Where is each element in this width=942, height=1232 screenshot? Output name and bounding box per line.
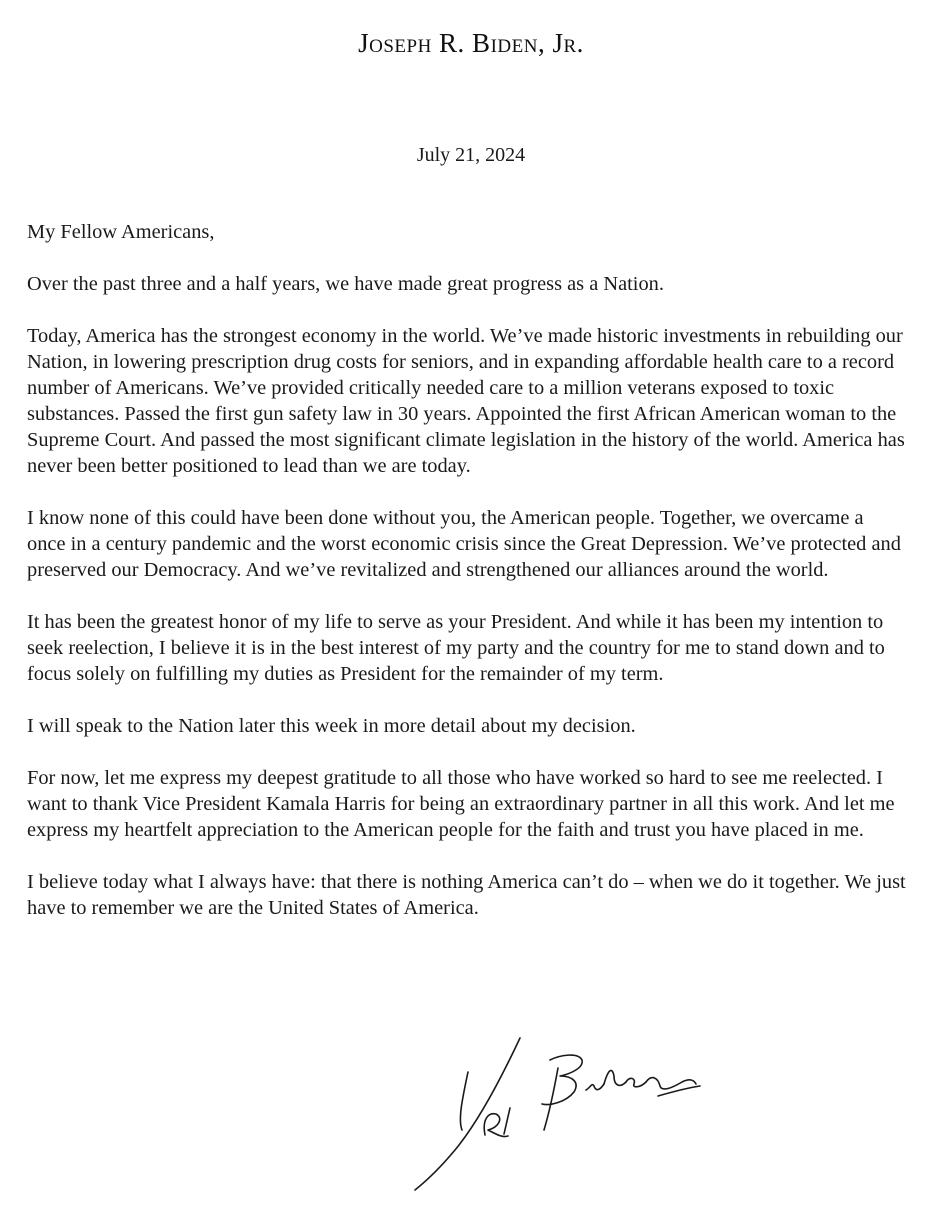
paragraph-2: Today, America has the strongest economy in the world. We’ve made historic investments in rebuilding our Nation, in lowering prescription drug costs for seniors, and in expanding affordable health care to a record number of Americans. We’ve provided critically needed care to a million veterans exposed to toxic substances. Passed the first gun safety law in 30 years. Appointed the first African American woman to the Supreme Court. And passed the most significant climate legislation in the history of the world. America has never been better positioned to lead than we are today. [27, 325, 905, 477]
salutation: My Fellow Americans, [27, 221, 215, 243]
handwritten-signature [410, 1030, 710, 1200]
paragraph-7: I believe today what I always have: that there is nothing America can’t do – when we do it together. We just have to remember we are the United States of America. [27, 871, 906, 919]
paragraph-4: It has been the greatest honor of my life to serve as your President. And while it has been my intention to seek reelection, I believe it is in the best interest of my party and the country for me to stand down and to focus solely on fulfilling my duties as President for the remainder of my term. [27, 611, 885, 685]
paragraph-5: I will speak to the Nation later this week in more detail about my decision. [27, 715, 636, 737]
paragraph-6: For now, let me express my deepest gratitude to all those who have worked so hard to see me reelected. I want to thank Vice President Kamala Harris for being an extraordinary partner in all this work. And let me express my heartfelt appreciation to the American people for the faith and trust you have placed in me. [27, 767, 895, 841]
letter-body [27, 219, 907, 947]
letter-date: July 21, 2024 [416, 144, 526, 166]
paragraph-1: Over the past three and a half years, we have made great progress as a Nation. [27, 273, 664, 295]
letterhead-name: Joseph R. Biden, Jr. [358, 28, 584, 58]
paragraph-3: I know none of this could have been done without you, the American people. Together, we overcame a once in a century pandemic and the worst economic crisis since the Great Depression. We’ve protected and preserved our Democracy. And we’ve revitalized and strengthened our alliances around the world. [27, 507, 901, 581]
